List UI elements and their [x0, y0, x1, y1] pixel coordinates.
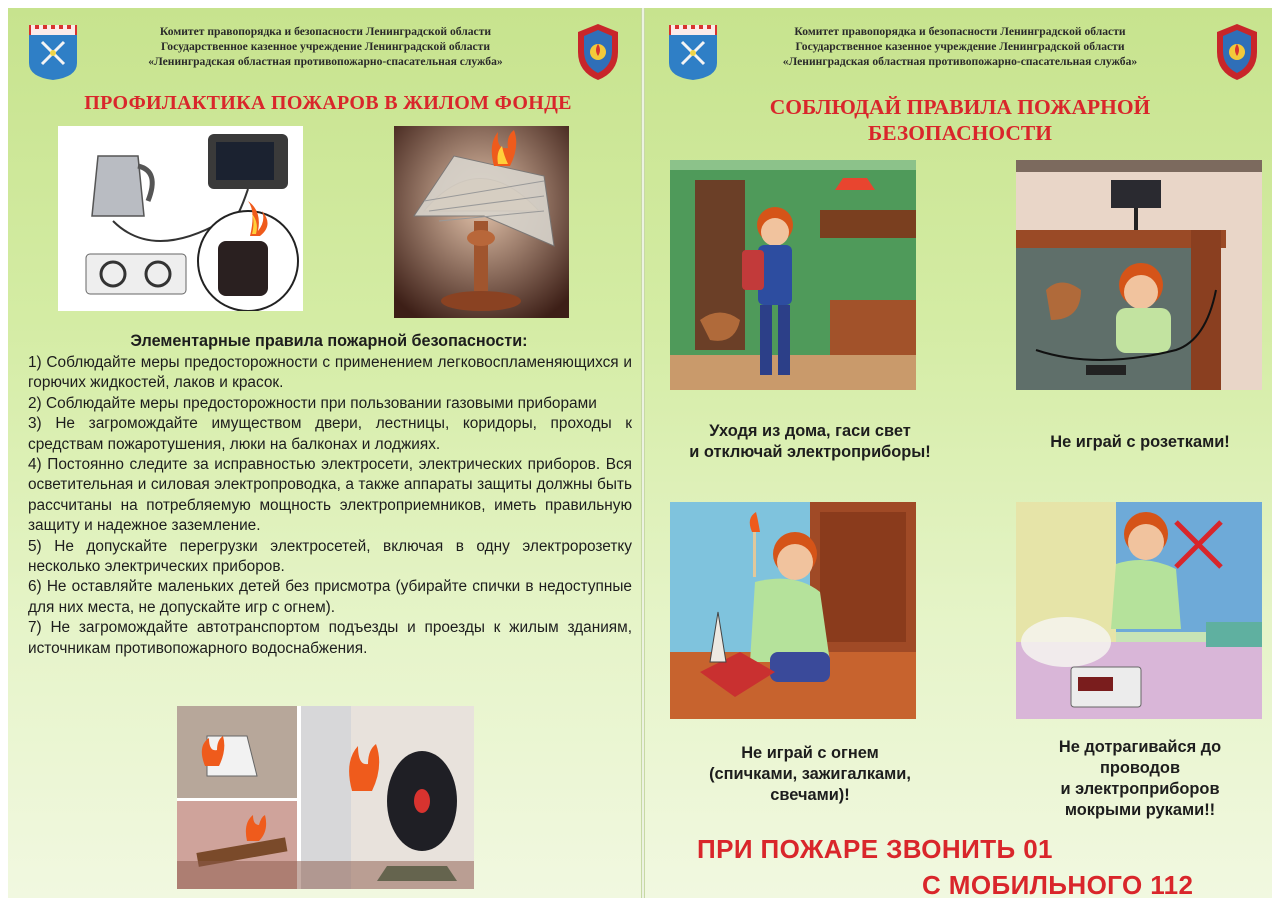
issuer-header	[735, 24, 1185, 69]
fire-safety-rules-list	[28, 353, 632, 659]
left-leaflet-page	[8, 8, 641, 898]
sockets-illustration	[1016, 160, 1262, 390]
issuer-line-3: «Ленинградская областная противопожарно-спасательная служба»	[782, 55, 1138, 68]
page-title: ПРОФИЛАКТИКА ПОЖАРОВ В ЖИЛОМ ФОНДЕ	[84, 92, 572, 114]
rules-heading: Элементарные правила пожарной безопасности:	[130, 332, 528, 350]
emergency-number-112: С МОБИЛЬНОГО 112	[922, 870, 1194, 898]
region-crest-icon	[668, 24, 718, 80]
fire-service-emblem-icon	[573, 22, 623, 82]
rule-item: 6) Не оставляйте маленьких детей без присмотра (убирайте спички в недоступные для них места, не допускайте игр с огнем).	[28, 578, 632, 616]
issuer-line-2: Государственное казенное учреждение Ленинградской области	[795, 40, 1125, 53]
title-line-1: СОБЛЮДАЙ ПРАВИЛА ПОЖАРНОЙ	[769, 95, 1151, 119]
rule-item: 3) Не загромождайте имуществом двери, лестницы, коридоры, проходы к средствам пожаротушения, люки на балконах и лоджиях.	[28, 415, 632, 453]
caption-line: проводов	[1099, 759, 1181, 777]
rule-item: 2) Соблюдайте меры предосторожности при пользовании газовыми приборами	[28, 394, 597, 412]
caption-wet-hands	[1025, 737, 1255, 821]
issuer-line-2: Государственное казенное учреждение Ленинградской области	[160, 40, 491, 53]
caption-line: Уходя из дома, гаси свет	[709, 422, 911, 440]
right-leaflet-page	[645, 8, 1272, 898]
caption-line: Не дотрагивайся до	[1058, 738, 1222, 756]
rule-item: 1) Соблюдайте меры предосторожности с применением легковоспламеняющихся и горючих жидкостей, лаков и красок.	[28, 354, 632, 392]
rule-item: 4) Постоянно следите за исправностью электросети, электрических приборов. Вся осветительная и силовая электропроводка, а также аппараты защиты должны быть рассчитаны на потребляемую мощность электроприемников, иметь правильную защиту и надежное заземление.	[28, 456, 632, 535]
rule-item: 5) Не допускайте перегрузки электросетей, включая в одну электророзетку несколько электрических приборов.	[28, 537, 632, 576]
wet-hands-illustration	[1016, 502, 1262, 719]
caption-line: (спичками, зажигалками,	[709, 765, 911, 783]
region-crest-icon	[28, 24, 78, 80]
title-line-2: БЕЗОПАСНОСТИ	[868, 121, 1052, 145]
caption-line: Не играй с огнем	[741, 744, 879, 762]
electrical-fire-collage	[177, 706, 474, 889]
caption-fire-play	[660, 743, 960, 806]
caption-leave-home	[655, 421, 965, 463]
lamp-fire-illustration	[394, 126, 569, 318]
caption-line: мокрыми руками!!	[1064, 801, 1216, 819]
rule-item: 7) Не загромождайте автотранспортом подъезды и проезды к жилым зданиям, источникам противопожарного водоснабжения.	[28, 619, 632, 657]
page-title	[735, 94, 1185, 146]
appliances-illustration	[58, 126, 303, 311]
matches-illustration	[670, 502, 916, 719]
issuer-line-1: Комитет правопорядка и безопасности Ленинградской области	[794, 25, 1126, 38]
issuer-line-1: Комитет правопорядка и безопасности Ленинградской области	[159, 25, 492, 38]
leaving-home-illustration	[670, 160, 916, 390]
caption-sockets: Не играй с розетками!	[1050, 433, 1230, 451]
emergency-number-01: ПРИ ПОЖАРЕ ЗВОНИТЬ 01	[697, 834, 1053, 864]
issuer-header	[98, 24, 553, 69]
caption-line: и электроприборов	[1060, 780, 1220, 798]
caption-line: свечами)!	[770, 786, 850, 804]
fire-service-emblem-icon	[1212, 22, 1262, 82]
caption-line: и отключай электроприборы!	[689, 443, 931, 461]
issuer-line-3: «Ленинградская областная противопожарно-спасательная служба»	[148, 55, 503, 68]
